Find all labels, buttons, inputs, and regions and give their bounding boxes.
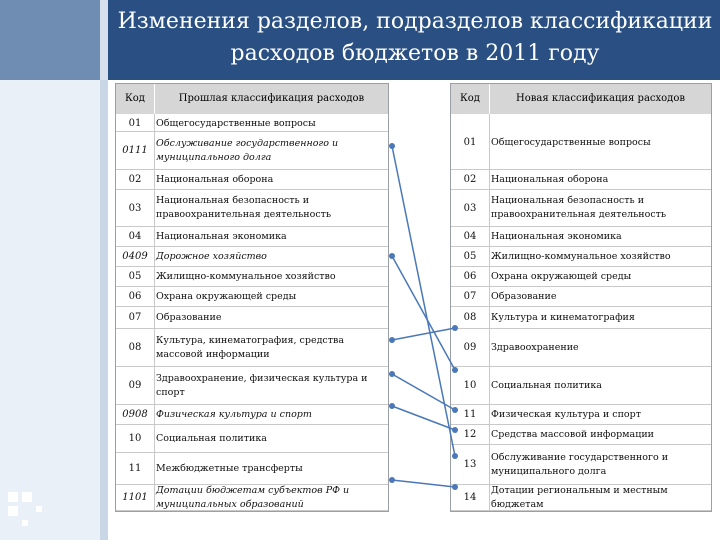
new-classification-code: 12 bbox=[463, 429, 477, 440]
old-classification-name: Дорожное хозяйство bbox=[156, 250, 267, 262]
mapping-line bbox=[392, 328, 455, 340]
new-classification-code: 09 bbox=[463, 342, 477, 353]
new-classification-row bbox=[451, 329, 711, 367]
old-classification-row bbox=[116, 405, 388, 425]
old-classification-code: 02 bbox=[128, 174, 142, 185]
header-accent-strip bbox=[100, 0, 108, 80]
old-classification-name: Национальная оборона bbox=[156, 173, 274, 185]
new-classification-row bbox=[451, 170, 711, 190]
old-classification-table bbox=[115, 83, 389, 512]
old-classification-row bbox=[116, 132, 388, 170]
header-accent-left bbox=[0, 0, 100, 80]
slide-title bbox=[115, 6, 715, 70]
old-classification-code: 0111 bbox=[122, 145, 148, 156]
new-classification-name: Физическая культура и спорт bbox=[491, 408, 641, 420]
new-classification-code: 01 bbox=[463, 137, 477, 148]
old-classification-code: 06 bbox=[128, 291, 142, 302]
old-classification-row bbox=[116, 190, 388, 227]
new-classification-row bbox=[451, 307, 711, 329]
new-classification-name: Охрана окружающей среды bbox=[491, 270, 632, 282]
new-classification-code: 10 bbox=[463, 380, 477, 391]
new-classification-name: Общегосударственные вопросы bbox=[491, 136, 651, 148]
old-classification-name: Обслуживание государственного и муниципального долга bbox=[156, 137, 339, 163]
old-classification-code: 0908 bbox=[122, 409, 148, 420]
mapping-dot bbox=[389, 403, 395, 409]
old-classification-code: 10 bbox=[128, 433, 142, 444]
mapping-line bbox=[392, 146, 455, 456]
old-classification-row bbox=[116, 247, 388, 267]
mapping-dot bbox=[389, 371, 395, 377]
old-code-header: Код bbox=[116, 84, 154, 114]
old-classification-name: Национальная безопасность и правоохранительная деятельность bbox=[156, 195, 332, 220]
new-classification-table bbox=[450, 83, 712, 512]
old-classification-name: Дотации бюджетам субъектов РФ и муниципальных образований bbox=[156, 484, 350, 510]
new-classification-row bbox=[451, 247, 711, 267]
old-classification-code: 09 bbox=[128, 380, 142, 391]
mapping-line bbox=[392, 374, 455, 410]
new-classification-row bbox=[451, 367, 711, 405]
old-classification-code: 08 bbox=[128, 342, 142, 353]
old-classification-code: 07 bbox=[128, 312, 142, 323]
title-line-1: Изменения разделов, подразделов классификации bbox=[117, 9, 713, 34]
new-classification-row bbox=[451, 287, 711, 307]
old-classification-name: Общегосударственные вопросы bbox=[156, 117, 316, 129]
new-classification-name: Национальная безопасность и правоохранительная деятельность bbox=[491, 195, 667, 220]
new-classification-name: Здравоохранение bbox=[491, 341, 579, 353]
old-classification-code: 03 bbox=[128, 202, 142, 214]
new-name-header: Новая классификация расходов bbox=[490, 84, 711, 114]
new-classification-name: Социальная политика bbox=[491, 379, 602, 391]
new-classification-row bbox=[451, 116, 711, 170]
old-name-header: Прошлая классификация расходов bbox=[155, 84, 388, 114]
old-classification-name: Образование bbox=[156, 311, 222, 323]
new-classification-code: 05 bbox=[463, 251, 477, 262]
old-classification-row bbox=[116, 287, 388, 307]
old-classification-row bbox=[116, 116, 388, 132]
old-classification-row bbox=[116, 453, 388, 485]
old-classification-code: 04 bbox=[128, 231, 142, 242]
mapping-line bbox=[392, 480, 455, 487]
new-classification-name: Жилищно-коммунальное хозяйство bbox=[491, 250, 671, 262]
new-classification-code: 11 bbox=[463, 409, 477, 420]
new-classification-name: Дотации региональным и местным бюджетам bbox=[491, 484, 668, 510]
old-classification-row bbox=[116, 267, 388, 287]
left-band-strip bbox=[100, 80, 108, 540]
new-classification-row bbox=[451, 425, 711, 445]
old-classification-code: 0409 bbox=[122, 251, 148, 262]
old-classification-name: Национальная экономика bbox=[156, 230, 287, 242]
old-classification-name: Охрана окружающей среды bbox=[156, 290, 297, 302]
new-classification-row bbox=[451, 190, 711, 227]
new-classification-name: Образование bbox=[491, 290, 557, 302]
old-classification-name: Культура, кинематография, средства массовой информации bbox=[156, 334, 345, 360]
new-code-header: Код bbox=[451, 84, 489, 114]
new-classification-row bbox=[451, 485, 711, 511]
new-classification-code: 07 bbox=[463, 291, 477, 302]
old-classification-name: Социальная политика bbox=[156, 432, 267, 444]
new-classification-name: Национальная оборона bbox=[491, 173, 609, 185]
new-classification-code: 08 bbox=[463, 312, 477, 323]
old-classification-code: 05 bbox=[128, 271, 142, 282]
new-classification-name: Средства массовой информации bbox=[491, 428, 654, 440]
old-classification-name: Физическая культура и спорт bbox=[156, 408, 312, 420]
new-classification-code: 03 bbox=[463, 202, 477, 214]
mapping-line bbox=[392, 256, 455, 370]
new-classification-row bbox=[451, 405, 711, 425]
mapping-dot bbox=[389, 253, 395, 259]
mapping-dot bbox=[389, 337, 395, 343]
old-classification-name: Жилищно-коммунальное хозяйство bbox=[156, 270, 336, 282]
new-classification-name: Обслуживание государственного и муниципального долга bbox=[491, 451, 669, 477]
mapping-line bbox=[392, 406, 455, 430]
new-classification-row bbox=[451, 445, 711, 485]
mapping-dot bbox=[389, 143, 395, 149]
old-classification-name: Межбюджетные трансферты bbox=[156, 462, 303, 474]
old-classification-row bbox=[116, 329, 388, 367]
old-classification-row bbox=[116, 170, 388, 190]
new-classification-code: 14 bbox=[463, 492, 477, 503]
new-classification-row bbox=[451, 267, 711, 287]
mapping-dot bbox=[389, 477, 395, 483]
new-classification-name: Национальная экономика bbox=[491, 230, 622, 242]
old-classification-row bbox=[116, 227, 388, 247]
old-classification-row bbox=[116, 367, 388, 405]
new-classification-code: 04 bbox=[463, 231, 477, 242]
old-classification-row bbox=[116, 425, 388, 453]
old-classification-code: 01 bbox=[128, 118, 142, 129]
old-classification-code: 1101 bbox=[122, 492, 148, 503]
old-classification-row bbox=[116, 485, 388, 511]
old-classification-code: 11 bbox=[128, 463, 142, 474]
new-classification-row bbox=[451, 227, 711, 247]
old-classification-name: Здравоохранение, физическая культура и спорт bbox=[156, 372, 368, 398]
new-classification-code: 13 bbox=[463, 459, 477, 470]
new-classification-code: 06 bbox=[463, 271, 477, 282]
new-classification-name: Культура и кинематография bbox=[491, 311, 635, 323]
title-line-2: расходов бюджетов в 2011 году bbox=[230, 41, 600, 66]
left-band bbox=[0, 80, 100, 540]
old-classification-row bbox=[116, 307, 388, 329]
new-classification-code: 02 bbox=[463, 174, 477, 185]
